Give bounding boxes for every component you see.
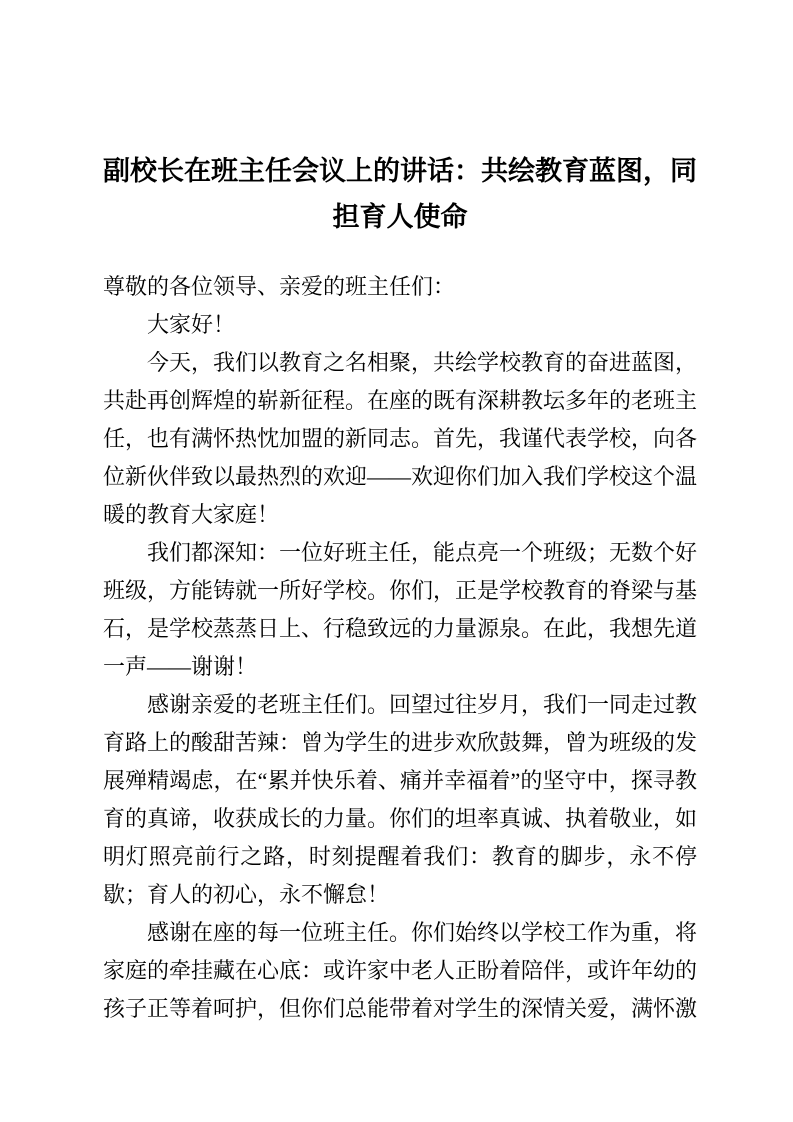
paragraph-opening: 今天，我们以教育之名相聚，共绘学校教育的奋进蓝图，共赴再创辉煌的崭新征程。在座的既有深耕教坛多年的老班主任，也有满怀热忱加盟的新同志。首先，我谨代表学校，向各位新伙伴致以最热烈的欢迎——欢迎你们加入我们学校这个温暖的教育大家庭！: [103, 350, 698, 527]
paragraph-appreciation: 我们都深知：一位好班主任，能点亮一个班级；无数个好班级，方能铸就一所好学校。你们，正是学校教育的脊梁与基石，是学校蒸蒸日上、行稳致远的力量源泉。在此，我想先道一声——谢谢！: [103, 540, 698, 679]
paragraph-thanks-all: 感谢在座的每一位班主任。你们始终以学校工作为重，将家庭的牵挂藏在心底：或许家中老人正盼着陪伴，或许年幼的孩子正等着呵护，但你们总能带着对学生的深情关爱，满怀激: [103, 920, 698, 1021]
document-title: 副校长在班主任会议上的讲话：共绘教育蓝图，同担育人使命: [103, 156, 697, 232]
paragraph-greeting: 大家好！: [147, 312, 236, 337]
document-content: [103, 148, 697, 1028]
paragraph-salutation: 尊敬的各位领导、亲爱的班主任们：: [103, 274, 456, 299]
document-body: [103, 268, 697, 1028]
paragraph-thanks-veterans: 感谢亲爱的老班主任们。回望过往岁月，我们一同走过教育路上的酸甜苦辣：曾为学生的进步欢欣鼓舞，曾为班级的发展殚精竭虑，在“累并快乐着、痛并幸福着”的坚守中，探寻教育的真谛，收获成长的力量。你们的坦率真诚、执着敬业，如明灯照亮前行之路，时刻提醒着我们：教育的脚步，永不停歇；育人的初心，永不懈怠！: [103, 692, 698, 907]
